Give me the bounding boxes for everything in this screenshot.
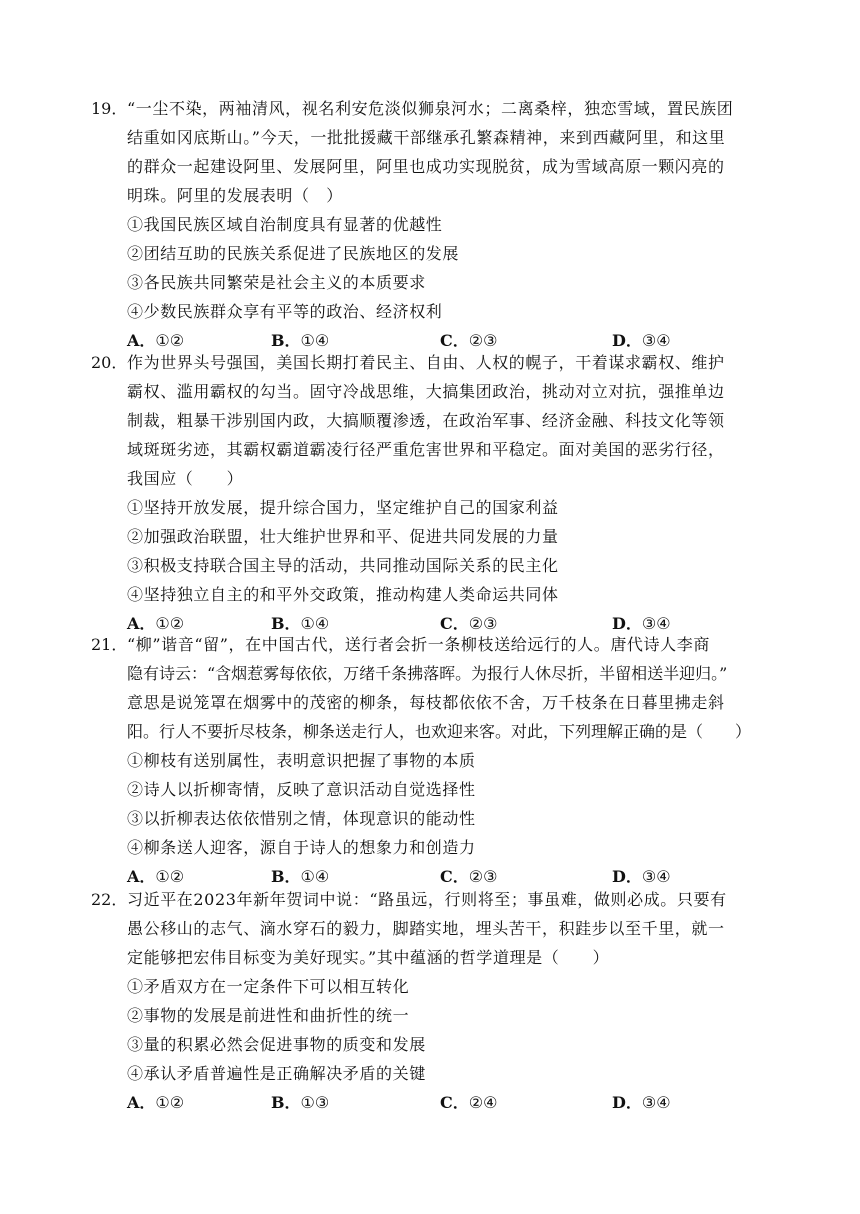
choice-letter: D． <box>612 331 642 350</box>
choice-letter: D． <box>612 614 642 633</box>
question-stem-line: 结重如冈底斯山。”今天，一批批援藏干部继承孔繁森精神，来到西藏阿里，和这里 <box>127 128 726 147</box>
question-number: 21． <box>91 635 128 654</box>
statement-option: ③以折柳表达依依惜别之情，体现意识的能动性 <box>127 809 476 828</box>
statement-option: ④柳条送人迎客，源自于诗人的想象力和创造力 <box>127 838 476 857</box>
statement-option: ①我国民族区域自治制度具有显著的优越性 <box>127 215 443 234</box>
question-stem-line: 我国应（ ） <box>127 469 244 488</box>
choice-d[interactable] <box>612 1088 671 1117</box>
question-19 <box>91 94 781 355</box>
statement-option: ②事物的发展是前进性和曲折性的统一 <box>127 1006 410 1025</box>
question-stem-line: 域斑斑劣迹，其霸权霸道霸凌行径严重危害世界和平稳定。面对美国的恶劣行径， <box>127 440 725 459</box>
choice-a[interactable] <box>127 1088 184 1117</box>
question-number: 19． <box>91 99 128 118</box>
question-number: 22． <box>91 890 128 909</box>
choice-text: ③④ <box>641 614 671 633</box>
choice-letter: B． <box>271 331 301 350</box>
answer-choices <box>91 1088 781 1117</box>
statement-option: ③各民族共同繁荣是社会主义的本质要求 <box>127 273 426 292</box>
choice-letter: C． <box>440 1093 469 1112</box>
question-stem-line: 霸权、滥用霸权的勾当。固守冷战思维，大搞集团政治，挑动对立对抗，强推单边 <box>127 382 725 401</box>
choice-letter: D． <box>612 1093 642 1112</box>
question-stem-line: 习近平在2023年新年贺词中说：“路虽远，行则将至；事虽难，做则必成。只要有 <box>127 890 727 909</box>
question-stem-line: 隐有诗云：“含烟惹雾每依依，万绪千条拂落晖。为报行人休尽折，半留相送半迎归。” <box>127 664 728 683</box>
choice-text: ①④ <box>300 614 330 633</box>
statement-option: ①柳枝有送别属性，表明意识把握了事物的本质 <box>127 751 476 770</box>
choice-text: ①④ <box>300 867 330 886</box>
choice-letter: B． <box>271 867 301 886</box>
choice-letter: D． <box>612 867 642 886</box>
question-stem-line: 作为世界头号强国，美国长期打着民主、自由、人权的幌子，干着谋求霸权、维护 <box>127 353 725 372</box>
choice-text: ②③ <box>468 614 498 633</box>
choice-letter: A． <box>127 867 156 886</box>
choice-text: ①③ <box>300 1093 330 1112</box>
question-number: 20． <box>91 353 128 372</box>
question-stem-line: 制裁，粗暴干涉别国内政，大搞顺覆渗透，在政治军事、经济金融、科技文化等领 <box>127 411 725 430</box>
choice-b[interactable] <box>271 1088 329 1117</box>
choice-letter: C． <box>440 614 469 633</box>
statement-option: ④少数民族群众享有平等的政治、经济权利 <box>127 302 443 321</box>
choice-letter: A． <box>127 614 156 633</box>
question-stem-line: 明珠。阿里的发展表明（ ） <box>127 186 343 205</box>
choice-text: ③④ <box>641 1093 671 1112</box>
statement-option: ②加强政治联盟，壮大维护世界和平、促进共同发展的力量 <box>127 527 559 546</box>
choice-text: ③④ <box>641 331 671 350</box>
question-20 <box>91 348 781 638</box>
choice-text: ②③ <box>468 331 498 350</box>
question-21 <box>91 630 781 891</box>
statement-option: ③积极支持联合国主导的活动，共同推动国际关系的民主化 <box>127 556 559 575</box>
statement-option: ④坚持独立自主的和平外交政策，推动构建人类命运共同体 <box>127 585 559 604</box>
choice-c[interactable] <box>440 1088 497 1117</box>
choice-text: ③④ <box>641 867 671 886</box>
statement-option: ③量的积累必然会促进事物的质变和发展 <box>127 1035 426 1054</box>
choice-text: ①② <box>155 867 185 886</box>
statement-option: ①坚持开放发展，提升综合国力，坚定维护自己的国家利益 <box>127 498 559 517</box>
statement-option: ①矛盾双方在一定条件下可以相互转化 <box>127 977 410 996</box>
choice-letter: C． <box>440 867 469 886</box>
question-stem-line: 阳。行人不要折尽枝条，柳条送走行人，也欢迎来客。对此，下列理解正确的是（ ） <box>127 722 752 741</box>
question-stem-line: “一尘不染，两袖清风，视名利安危淡似狮泉河水；二离桑梓，独恋雪域，置民族团 <box>127 99 734 118</box>
choice-letter: C． <box>440 331 469 350</box>
choice-text: ①④ <box>300 331 330 350</box>
question-stem-line: 愚公移山的志气、滴水穿石的毅力，脚踏实地，埋头苦干，积跬步以至千里，就一 <box>127 919 725 938</box>
choice-text: ②③ <box>468 867 498 886</box>
question-stem-line: 的群众一起建设阿里、发展阿里，阿里也成功实现脱贫，成为雪域高原一颗闪亮的 <box>127 157 725 176</box>
choice-letter: A． <box>127 1093 156 1112</box>
choice-letter: B． <box>271 1093 301 1112</box>
choice-text: ①② <box>155 614 185 633</box>
question-stem-line: 定能够把宏伟目标变为美好现实。”其中蕴涵的哲学道理是（ ） <box>127 948 610 967</box>
question-stem-line: “柳”谐音“留”，在中国古代，送行者会折一条柳枝送给远行的人。唐代诗人李商 <box>127 635 710 654</box>
statement-option: ②诗人以折柳寄情，反映了意识活动自觉选择性 <box>127 780 476 799</box>
statement-option: ④承认矛盾普遍性是正确解决矛盾的关键 <box>127 1064 426 1083</box>
choice-text: ①② <box>155 331 185 350</box>
choice-text: ①② <box>155 1093 185 1112</box>
question-22 <box>91 885 781 1117</box>
choice-text: ②④ <box>468 1093 498 1112</box>
statement-option: ②团结互助的民族关系促进了民族地区的发展 <box>127 244 460 263</box>
question-stem-line: 意思是说笼罩在烟雾中的茂密的柳条，每枝都依依不舍，万千枝条在日暮里拂走斜 <box>127 693 725 712</box>
choice-letter: B． <box>271 614 301 633</box>
choice-letter: A． <box>127 331 156 350</box>
